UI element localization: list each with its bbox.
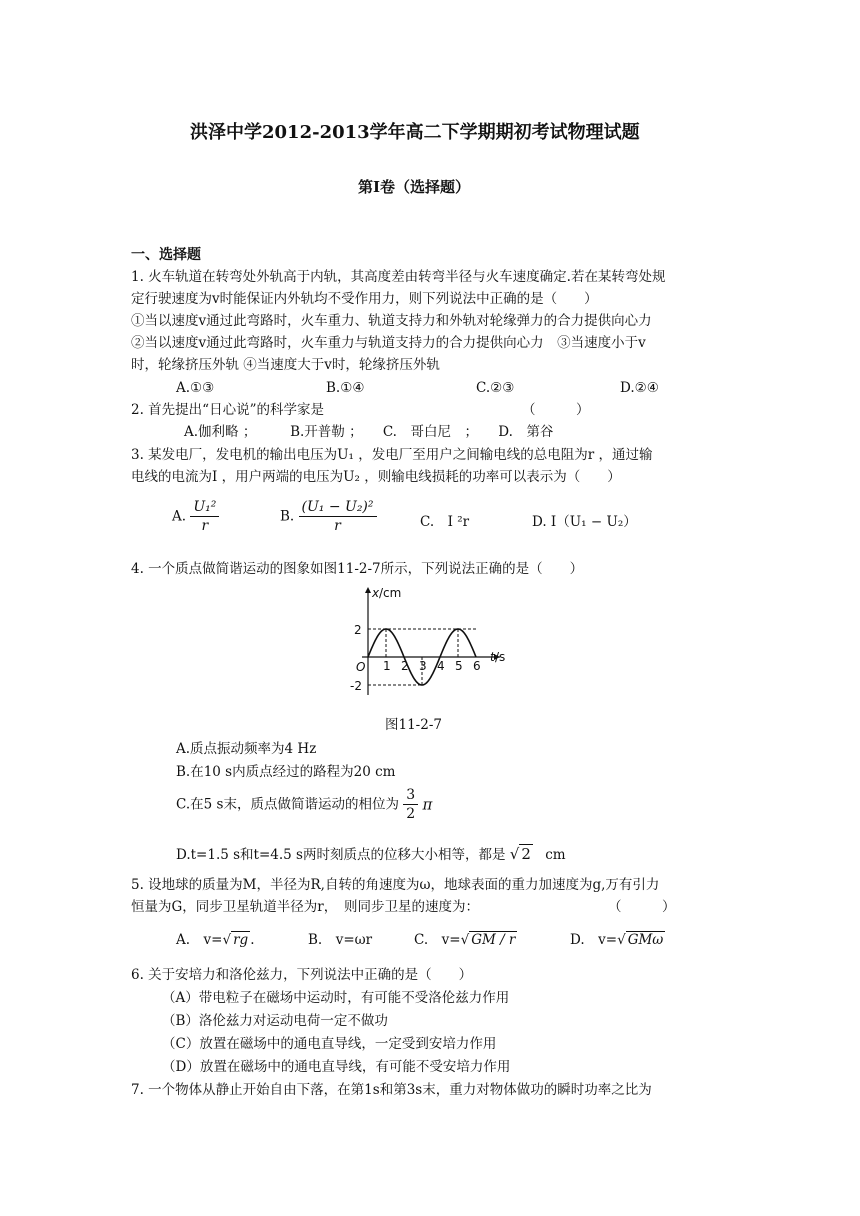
x-tick-label-2: 2 [401,659,409,673]
q6-option-a: （A）带电粒子在磁场中运动时，有可能不受洛伦兹力作用 [162,990,510,1006]
q3-line-1: 3. 某发电厂，发电机的输出电压为U₁ ，发电厂至用户之间输电线的总电阻为r ，通过输 [131,447,653,463]
q5-a-sqrt-arg: rg [233,932,249,948]
x-tick-label-5: 5 [455,659,463,673]
q5-line-1: 5. 设地球的质量为M，半径为R,自转的角速度为ω，地球表面的重力加速度为g,万有引力 [131,877,660,893]
q3-a-numerator: U₁² [190,498,219,517]
q5-d-label: D. v= [570,932,618,948]
q3-option-a [172,498,219,535]
q1-line-2: 定行驶速度为v时能保证内外轨均不受作用力，则下列说法中正确的是（ ） [131,291,598,307]
q4-c-numerator: 3 [403,786,418,805]
x-tick-label-1: 1 [383,659,391,673]
q4-c-denominator: 2 [406,806,416,822]
q3-option-d: D. I（U₁ − U₂） [532,514,637,530]
q3-line-2: 电线的电流为I ，用户两端的电压为U₂ ，则输电线损耗的功率可以表示为（ ） [131,469,621,485]
q4-option-a: A.质点振动频率为4 Hz [176,741,317,757]
q4-d-sqrt: √ 2 [509,845,531,863]
q5-a-end: . [250,932,255,948]
q4-c-text: C.在5 s末，质点做简谐运动的相位为 [176,796,399,813]
y-axis-label-var: x [372,586,380,600]
q3-option-b [280,498,377,535]
q4-c-pi: π [422,795,433,814]
q1-option-a: A.①③ [176,380,215,396]
q4-option-c [176,786,432,823]
q6-option-c: （C）放置在磁场中的通电直导线，一定受到安培力作用 [162,1036,497,1052]
q4-c-fraction [403,786,418,823]
q1-line-5: 时，轮缘挤压外轨 ④当速度大于v时，轮缘挤压外轨 [131,357,440,373]
q3-b-fraction [299,498,377,535]
x-tick-label-6: 6 [473,659,481,673]
q5-option-c [414,931,517,949]
q5-a-sqrt: √ rg [222,932,249,948]
page-subtitle: 第Ⅰ卷（选择题） [358,178,471,196]
q6-line-1: 6. 关于安培力和洛伦兹力，下列说法中正确的是（ ） [131,967,473,983]
x-tick-label-origin: O [356,660,366,674]
q5-option-b: B. v=ωr [308,932,373,948]
x-axis-label-var: t [490,650,495,664]
q5-c-sqrt-arg: GM / r [471,932,516,948]
q5-a-label: A. v= [176,932,223,948]
q7-line-1: 7. 一个物体从静止开始自由下落，在第1s和第3s末，重力对物体做功的瞬时功率之比为 [131,1082,652,1098]
q3-a-denominator: r [201,518,209,534]
y-axis-arrow [365,587,371,593]
y-tick-label-plus2: 2 [354,623,362,637]
q2-options: A.伽利略 ； B.开普勒 ； C. 哥白尼 ； D. 第谷 [184,424,554,440]
q3-option-c: C. I ²r [420,514,470,530]
q5-c-label: C. v= [414,932,461,948]
y-tick-label-minus2: -2 [350,679,362,693]
q3-a-label: A. [172,508,187,525]
q4-line-1: 4. 一个质点做简谐运动的图象如图11-2-7所示，下列说法正确的是（ ） [131,561,584,577]
q3-b-denominator: r [334,518,341,534]
q1-option-d: D.②④ [620,380,659,396]
q5-d-sqrt: √ GMω [617,932,664,948]
q4-d-sqrt-arg: 2 [521,845,531,863]
shm-graph [328,583,518,695]
q4-option-b: B.在10 s内质点经过的路程为20 cm [176,764,396,780]
q3-b-label: B. [280,508,295,525]
q4-figure-caption: 图11-2-7 [385,717,442,733]
x-axis-label-unit: /s [495,650,506,664]
section-heading: 一、选择题 [131,247,201,263]
q3-b-numerator: (U₁ − U₂)² [299,498,377,517]
q5-paren: （ ） [608,899,676,915]
q4-d-unit: cm [545,847,566,863]
y-axis-label-unit: /cm [379,586,402,600]
shm-graph-layer [350,586,505,695]
q5-option-d [570,931,665,949]
q1-option-b: B.①④ [326,380,365,396]
q5-d-sqrt-arg: GMω [627,932,664,948]
q1-line-1: 1. 火车轨道在转弯处外轨高于内轨，其高度差由转弯半径与火车速度确定.若在某转弯处规 [131,269,666,285]
q5-option-a [176,931,255,949]
q4-d-text: D.t=1.5 s和t=4.5 s两时刻质点的位移大小相等，都是 [176,847,506,863]
q6-option-d: （D）放置在磁场中的通电直导线，有可能不受安培力作用 [162,1059,511,1075]
q1-line-4: ②当以速度v通过此弯路时，火车重力与轨道支持力的合力提供向心力 ③当速度小于v [131,335,646,351]
q5-line-2: 恒量为G，同步卫星轨道半径为r， 则同步卫星的速度为： [131,899,479,915]
q3-a-fraction [190,498,219,535]
q4-option-d [176,845,566,864]
x-tick-label-4: 4 [437,659,445,673]
q2-paren: （ ） [522,402,590,418]
page-title: 洪泽中学2012-2013学年高二下学期期初考试物理试题 [190,122,640,143]
q2-line-1: 2. 首先提出“日心说”的科学家是 [131,402,324,418]
q1-line-3: ①当以速度v通过此弯路时，火车重力、轨道支持力和外轨对轮缘弹力的合力提供向心力 [131,313,652,329]
q6-option-b: （B）洛伦兹力对运动电荷一定不做功 [162,1013,388,1029]
q5-c-sqrt: √ GM / r [460,932,516,948]
x-tick-label-3: 3 [419,659,427,673]
q1-option-c: C.②③ [476,380,515,396]
